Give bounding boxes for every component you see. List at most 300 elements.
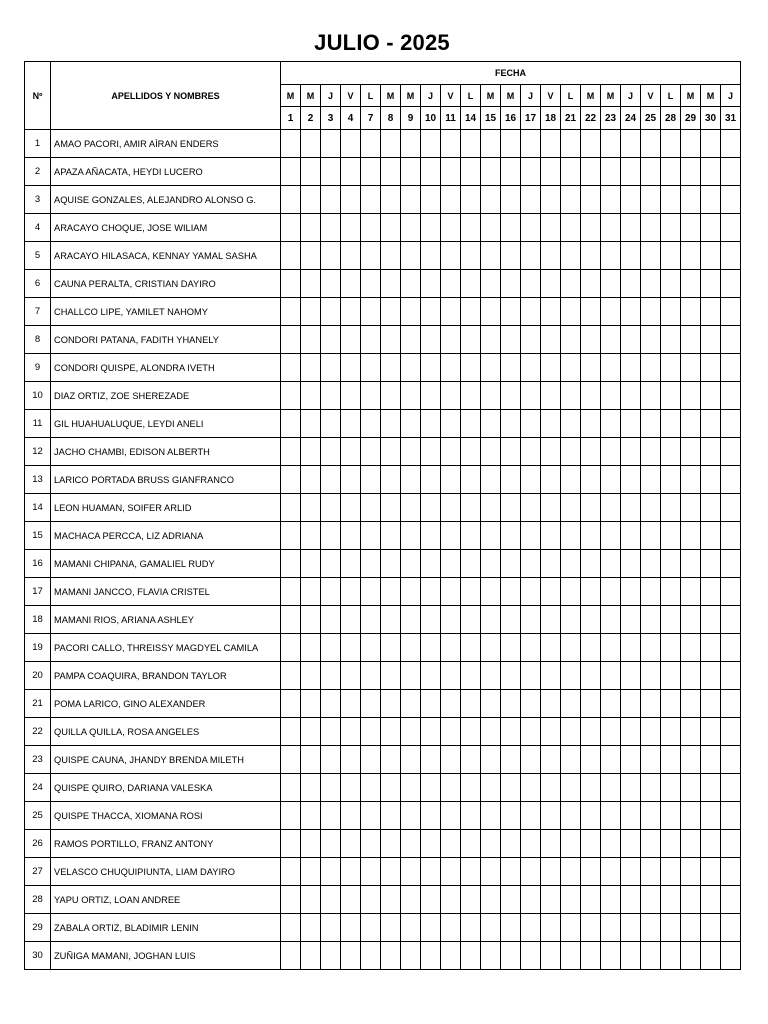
attendance-cell[interactable] — [301, 410, 321, 438]
attendance-cell[interactable] — [701, 662, 721, 690]
attendance-cell[interactable] — [721, 718, 741, 746]
attendance-cell[interactable] — [461, 326, 481, 354]
attendance-cell[interactable] — [281, 774, 301, 802]
attendance-cell[interactable] — [541, 886, 561, 914]
attendance-cell[interactable] — [501, 942, 521, 970]
attendance-cell[interactable] — [721, 550, 741, 578]
attendance-cell[interactable] — [321, 886, 341, 914]
attendance-cell[interactable] — [601, 466, 621, 494]
attendance-cell[interactable] — [681, 662, 701, 690]
attendance-cell[interactable] — [321, 494, 341, 522]
attendance-cell[interactable] — [661, 802, 681, 830]
attendance-cell[interactable] — [501, 802, 521, 830]
attendance-cell[interactable] — [621, 410, 641, 438]
attendance-cell[interactable] — [361, 186, 381, 214]
attendance-cell[interactable] — [521, 746, 541, 774]
attendance-cell[interactable] — [561, 830, 581, 858]
attendance-cell[interactable] — [401, 578, 421, 606]
attendance-cell[interactable] — [421, 774, 441, 802]
attendance-cell[interactable] — [301, 158, 321, 186]
attendance-cell[interactable] — [461, 746, 481, 774]
attendance-cell[interactable] — [381, 382, 401, 410]
attendance-cell[interactable] — [281, 354, 301, 382]
attendance-cell[interactable] — [501, 270, 521, 298]
attendance-cell[interactable] — [461, 494, 481, 522]
attendance-cell[interactable] — [681, 802, 701, 830]
attendance-cell[interactable] — [401, 354, 421, 382]
attendance-cell[interactable] — [441, 326, 461, 354]
attendance-cell[interactable] — [401, 662, 421, 690]
attendance-cell[interactable] — [481, 942, 501, 970]
attendance-cell[interactable] — [501, 746, 521, 774]
attendance-cell[interactable] — [701, 466, 721, 494]
attendance-cell[interactable] — [581, 746, 601, 774]
attendance-cell[interactable] — [461, 438, 481, 466]
attendance-cell[interactable] — [621, 886, 641, 914]
attendance-cell[interactable] — [361, 326, 381, 354]
attendance-cell[interactable] — [541, 662, 561, 690]
attendance-cell[interactable] — [561, 298, 581, 326]
attendance-cell[interactable] — [521, 214, 541, 242]
attendance-cell[interactable] — [441, 830, 461, 858]
attendance-cell[interactable] — [301, 774, 321, 802]
attendance-cell[interactable] — [321, 718, 341, 746]
attendance-cell[interactable] — [441, 130, 461, 158]
attendance-cell[interactable] — [641, 242, 661, 270]
attendance-cell[interactable] — [581, 494, 601, 522]
attendance-cell[interactable] — [581, 858, 601, 886]
attendance-cell[interactable] — [341, 242, 361, 270]
attendance-cell[interactable] — [721, 494, 741, 522]
attendance-cell[interactable] — [561, 410, 581, 438]
attendance-cell[interactable] — [481, 326, 501, 354]
attendance-cell[interactable] — [321, 326, 341, 354]
attendance-cell[interactable] — [601, 774, 621, 802]
attendance-cell[interactable] — [561, 130, 581, 158]
attendance-cell[interactable] — [341, 830, 361, 858]
attendance-cell[interactable] — [361, 410, 381, 438]
attendance-cell[interactable] — [521, 494, 541, 522]
attendance-cell[interactable] — [581, 802, 601, 830]
attendance-cell[interactable] — [421, 942, 441, 970]
attendance-cell[interactable] — [361, 914, 381, 942]
attendance-cell[interactable] — [341, 438, 361, 466]
attendance-cell[interactable] — [661, 774, 681, 802]
attendance-cell[interactable] — [461, 550, 481, 578]
attendance-cell[interactable] — [481, 242, 501, 270]
attendance-cell[interactable] — [541, 522, 561, 550]
attendance-cell[interactable] — [561, 326, 581, 354]
attendance-cell[interactable] — [421, 634, 441, 662]
attendance-cell[interactable] — [621, 242, 641, 270]
attendance-cell[interactable] — [621, 746, 641, 774]
attendance-cell[interactable] — [281, 634, 301, 662]
attendance-cell[interactable] — [481, 830, 501, 858]
attendance-cell[interactable] — [341, 662, 361, 690]
attendance-cell[interactable] — [701, 718, 721, 746]
attendance-cell[interactable] — [441, 214, 461, 242]
attendance-cell[interactable] — [501, 354, 521, 382]
attendance-cell[interactable] — [681, 186, 701, 214]
attendance-cell[interactable] — [601, 802, 621, 830]
attendance-cell[interactable] — [401, 298, 421, 326]
attendance-cell[interactable] — [501, 606, 521, 634]
attendance-cell[interactable] — [441, 270, 461, 298]
attendance-cell[interactable] — [641, 942, 661, 970]
attendance-cell[interactable] — [401, 914, 421, 942]
attendance-cell[interactable] — [421, 718, 441, 746]
attendance-cell[interactable] — [661, 130, 681, 158]
attendance-cell[interactable] — [281, 886, 301, 914]
attendance-cell[interactable] — [381, 158, 401, 186]
attendance-cell[interactable] — [421, 522, 441, 550]
attendance-cell[interactable] — [721, 522, 741, 550]
attendance-cell[interactable] — [361, 634, 381, 662]
attendance-cell[interactable] — [381, 690, 401, 718]
attendance-cell[interactable] — [521, 158, 541, 186]
attendance-cell[interactable] — [601, 886, 621, 914]
attendance-cell[interactable] — [601, 158, 621, 186]
attendance-cell[interactable] — [461, 270, 481, 298]
attendance-cell[interactable] — [521, 858, 541, 886]
attendance-cell[interactable] — [601, 606, 621, 634]
attendance-cell[interactable] — [541, 382, 561, 410]
attendance-cell[interactable] — [621, 438, 641, 466]
attendance-cell[interactable] — [341, 690, 361, 718]
attendance-cell[interactable] — [681, 606, 701, 634]
attendance-cell[interactable] — [641, 186, 661, 214]
attendance-cell[interactable] — [361, 886, 381, 914]
attendance-cell[interactable] — [641, 494, 661, 522]
attendance-cell[interactable] — [601, 858, 621, 886]
attendance-cell[interactable] — [681, 942, 701, 970]
attendance-cell[interactable] — [621, 942, 641, 970]
attendance-cell[interactable] — [721, 158, 741, 186]
attendance-cell[interactable] — [361, 690, 381, 718]
attendance-cell[interactable] — [501, 438, 521, 466]
attendance-cell[interactable] — [281, 802, 301, 830]
attendance-cell[interactable] — [681, 270, 701, 298]
attendance-cell[interactable] — [461, 382, 481, 410]
attendance-cell[interactable] — [321, 158, 341, 186]
attendance-cell[interactable] — [401, 718, 421, 746]
attendance-cell[interactable] — [501, 522, 521, 550]
attendance-cell[interactable] — [601, 410, 621, 438]
attendance-cell[interactable] — [661, 354, 681, 382]
attendance-cell[interactable] — [641, 354, 661, 382]
attendance-cell[interactable] — [401, 270, 421, 298]
attendance-cell[interactable] — [381, 270, 401, 298]
attendance-cell[interactable] — [481, 438, 501, 466]
attendance-cell[interactable] — [701, 270, 721, 298]
attendance-cell[interactable] — [481, 886, 501, 914]
attendance-cell[interactable] — [381, 914, 401, 942]
attendance-cell[interactable] — [621, 774, 641, 802]
attendance-cell[interactable] — [721, 914, 741, 942]
attendance-cell[interactable] — [661, 494, 681, 522]
attendance-cell[interactable] — [581, 522, 601, 550]
attendance-cell[interactable] — [721, 130, 741, 158]
attendance-cell[interactable] — [321, 830, 341, 858]
attendance-cell[interactable] — [361, 746, 381, 774]
attendance-cell[interactable] — [401, 466, 421, 494]
attendance-cell[interactable] — [461, 606, 481, 634]
attendance-cell[interactable] — [341, 214, 361, 242]
attendance-cell[interactable] — [361, 522, 381, 550]
attendance-cell[interactable] — [501, 690, 521, 718]
attendance-cell[interactable] — [481, 914, 501, 942]
attendance-cell[interactable] — [281, 606, 301, 634]
attendance-cell[interactable] — [561, 354, 581, 382]
attendance-cell[interactable] — [341, 718, 361, 746]
attendance-cell[interactable] — [521, 662, 541, 690]
attendance-cell[interactable] — [501, 858, 521, 886]
attendance-cell[interactable] — [321, 522, 341, 550]
attendance-cell[interactable] — [341, 494, 361, 522]
attendance-cell[interactable] — [601, 550, 621, 578]
attendance-cell[interactable] — [521, 690, 541, 718]
attendance-cell[interactable] — [401, 214, 421, 242]
attendance-cell[interactable] — [481, 214, 501, 242]
attendance-cell[interactable] — [381, 522, 401, 550]
attendance-cell[interactable] — [581, 774, 601, 802]
attendance-cell[interactable] — [401, 942, 421, 970]
attendance-cell[interactable] — [301, 690, 321, 718]
attendance-cell[interactable] — [661, 662, 681, 690]
attendance-cell[interactable] — [641, 410, 661, 438]
attendance-cell[interactable] — [621, 662, 641, 690]
attendance-cell[interactable] — [281, 662, 301, 690]
attendance-cell[interactable] — [681, 774, 701, 802]
attendance-cell[interactable] — [421, 130, 441, 158]
attendance-cell[interactable] — [301, 550, 321, 578]
attendance-cell[interactable] — [481, 130, 501, 158]
attendance-cell[interactable] — [341, 158, 361, 186]
attendance-cell[interactable] — [541, 606, 561, 634]
attendance-cell[interactable] — [661, 326, 681, 354]
attendance-cell[interactable] — [721, 270, 741, 298]
attendance-cell[interactable] — [581, 606, 601, 634]
attendance-cell[interactable] — [721, 354, 741, 382]
attendance-cell[interactable] — [541, 438, 561, 466]
attendance-cell[interactable] — [561, 746, 581, 774]
attendance-cell[interactable] — [421, 354, 441, 382]
attendance-cell[interactable] — [601, 662, 621, 690]
attendance-cell[interactable] — [401, 130, 421, 158]
attendance-cell[interactable] — [421, 438, 441, 466]
attendance-cell[interactable] — [341, 354, 361, 382]
attendance-cell[interactable] — [381, 718, 401, 746]
attendance-cell[interactable] — [541, 410, 561, 438]
attendance-cell[interactable] — [521, 802, 541, 830]
attendance-cell[interactable] — [381, 438, 401, 466]
attendance-cell[interactable] — [521, 438, 541, 466]
attendance-cell[interactable] — [421, 802, 441, 830]
attendance-cell[interactable] — [501, 634, 521, 662]
attendance-cell[interactable] — [521, 914, 541, 942]
attendance-cell[interactable] — [321, 606, 341, 634]
attendance-cell[interactable] — [681, 326, 701, 354]
attendance-cell[interactable] — [301, 802, 321, 830]
attendance-cell[interactable] — [281, 438, 301, 466]
attendance-cell[interactable] — [721, 214, 741, 242]
attendance-cell[interactable] — [581, 410, 601, 438]
attendance-cell[interactable] — [281, 578, 301, 606]
attendance-cell[interactable] — [361, 718, 381, 746]
attendance-cell[interactable] — [301, 830, 321, 858]
attendance-cell[interactable] — [481, 578, 501, 606]
attendance-cell[interactable] — [581, 914, 601, 942]
attendance-cell[interactable] — [581, 354, 601, 382]
attendance-cell[interactable] — [461, 130, 481, 158]
attendance-cell[interactable] — [541, 830, 561, 858]
attendance-cell[interactable] — [501, 410, 521, 438]
attendance-cell[interactable] — [301, 130, 321, 158]
attendance-cell[interactable] — [601, 130, 621, 158]
attendance-cell[interactable] — [521, 606, 541, 634]
attendance-cell[interactable] — [301, 746, 321, 774]
attendance-cell[interactable] — [281, 186, 301, 214]
attendance-cell[interactable] — [381, 410, 401, 438]
attendance-cell[interactable] — [521, 634, 541, 662]
attendance-cell[interactable] — [561, 802, 581, 830]
attendance-cell[interactable] — [301, 662, 321, 690]
attendance-cell[interactable] — [341, 522, 361, 550]
attendance-cell[interactable] — [441, 158, 461, 186]
attendance-cell[interactable] — [481, 606, 501, 634]
attendance-cell[interactable] — [541, 914, 561, 942]
attendance-cell[interactable] — [301, 466, 321, 494]
attendance-cell[interactable] — [281, 942, 301, 970]
attendance-cell[interactable] — [281, 858, 301, 886]
attendance-cell[interactable] — [621, 522, 641, 550]
attendance-cell[interactable] — [721, 186, 741, 214]
attendance-cell[interactable] — [381, 214, 401, 242]
attendance-cell[interactable] — [661, 606, 681, 634]
attendance-cell[interactable] — [281, 326, 301, 354]
attendance-cell[interactable] — [321, 270, 341, 298]
attendance-cell[interactable] — [701, 634, 721, 662]
attendance-cell[interactable] — [661, 718, 681, 746]
attendance-cell[interactable] — [581, 186, 601, 214]
attendance-cell[interactable] — [381, 130, 401, 158]
attendance-cell[interactable] — [481, 466, 501, 494]
attendance-cell[interactable] — [281, 214, 301, 242]
attendance-cell[interactable] — [721, 634, 741, 662]
attendance-cell[interactable] — [681, 158, 701, 186]
attendance-cell[interactable] — [461, 914, 481, 942]
attendance-cell[interactable] — [341, 270, 361, 298]
attendance-cell[interactable] — [321, 550, 341, 578]
attendance-cell[interactable] — [461, 466, 481, 494]
attendance-cell[interactable] — [441, 578, 461, 606]
attendance-cell[interactable] — [321, 242, 341, 270]
attendance-cell[interactable] — [641, 214, 661, 242]
attendance-cell[interactable] — [621, 802, 641, 830]
attendance-cell[interactable] — [681, 522, 701, 550]
attendance-cell[interactable] — [281, 242, 301, 270]
attendance-cell[interactable] — [281, 298, 301, 326]
attendance-cell[interactable] — [501, 830, 521, 858]
attendance-cell[interactable] — [641, 382, 661, 410]
attendance-cell[interactable] — [601, 382, 621, 410]
attendance-cell[interactable] — [601, 690, 621, 718]
attendance-cell[interactable] — [681, 438, 701, 466]
attendance-cell[interactable] — [641, 438, 661, 466]
attendance-cell[interactable] — [721, 886, 741, 914]
attendance-cell[interactable] — [461, 578, 481, 606]
attendance-cell[interactable] — [481, 354, 501, 382]
attendance-cell[interactable] — [641, 662, 661, 690]
attendance-cell[interactable] — [461, 214, 481, 242]
attendance-cell[interactable] — [661, 550, 681, 578]
attendance-cell[interactable] — [321, 858, 341, 886]
attendance-cell[interactable] — [461, 718, 481, 746]
attendance-cell[interactable] — [361, 214, 381, 242]
attendance-cell[interactable] — [301, 214, 321, 242]
attendance-cell[interactable] — [281, 830, 301, 858]
attendance-cell[interactable] — [301, 578, 321, 606]
attendance-cell[interactable] — [581, 830, 601, 858]
attendance-cell[interactable] — [701, 578, 721, 606]
attendance-cell[interactable] — [681, 382, 701, 410]
attendance-cell[interactable] — [661, 410, 681, 438]
attendance-cell[interactable] — [281, 130, 301, 158]
attendance-cell[interactable] — [441, 438, 461, 466]
attendance-cell[interactable] — [701, 746, 721, 774]
attendance-cell[interactable] — [561, 522, 581, 550]
attendance-cell[interactable] — [301, 858, 321, 886]
attendance-cell[interactable] — [321, 942, 341, 970]
attendance-cell[interactable] — [321, 774, 341, 802]
attendance-cell[interactable] — [481, 746, 501, 774]
attendance-cell[interactable] — [681, 830, 701, 858]
attendance-cell[interactable] — [641, 690, 661, 718]
attendance-cell[interactable] — [301, 886, 321, 914]
attendance-cell[interactable] — [321, 298, 341, 326]
attendance-cell[interactable] — [381, 802, 401, 830]
attendance-cell[interactable] — [341, 298, 361, 326]
attendance-cell[interactable] — [561, 158, 581, 186]
attendance-cell[interactable] — [581, 690, 601, 718]
attendance-cell[interactable] — [601, 438, 621, 466]
attendance-cell[interactable] — [721, 802, 741, 830]
attendance-cell[interactable] — [621, 550, 641, 578]
attendance-cell[interactable] — [401, 886, 421, 914]
attendance-cell[interactable] — [641, 606, 661, 634]
attendance-cell[interactable] — [561, 942, 581, 970]
attendance-cell[interactable] — [381, 662, 401, 690]
attendance-cell[interactable] — [341, 606, 361, 634]
attendance-cell[interactable] — [481, 662, 501, 690]
attendance-cell[interactable] — [401, 746, 421, 774]
attendance-cell[interactable] — [521, 354, 541, 382]
attendance-cell[interactable] — [461, 942, 481, 970]
attendance-cell[interactable] — [701, 382, 721, 410]
attendance-cell[interactable] — [441, 634, 461, 662]
attendance-cell[interactable] — [621, 914, 641, 942]
attendance-cell[interactable] — [561, 578, 581, 606]
attendance-cell[interactable] — [561, 270, 581, 298]
attendance-cell[interactable] — [561, 214, 581, 242]
attendance-cell[interactable] — [521, 410, 541, 438]
attendance-cell[interactable] — [561, 718, 581, 746]
attendance-cell[interactable] — [321, 186, 341, 214]
attendance-cell[interactable] — [401, 326, 421, 354]
attendance-cell[interactable] — [541, 354, 561, 382]
attendance-cell[interactable] — [421, 606, 441, 634]
attendance-cell[interactable] — [681, 914, 701, 942]
